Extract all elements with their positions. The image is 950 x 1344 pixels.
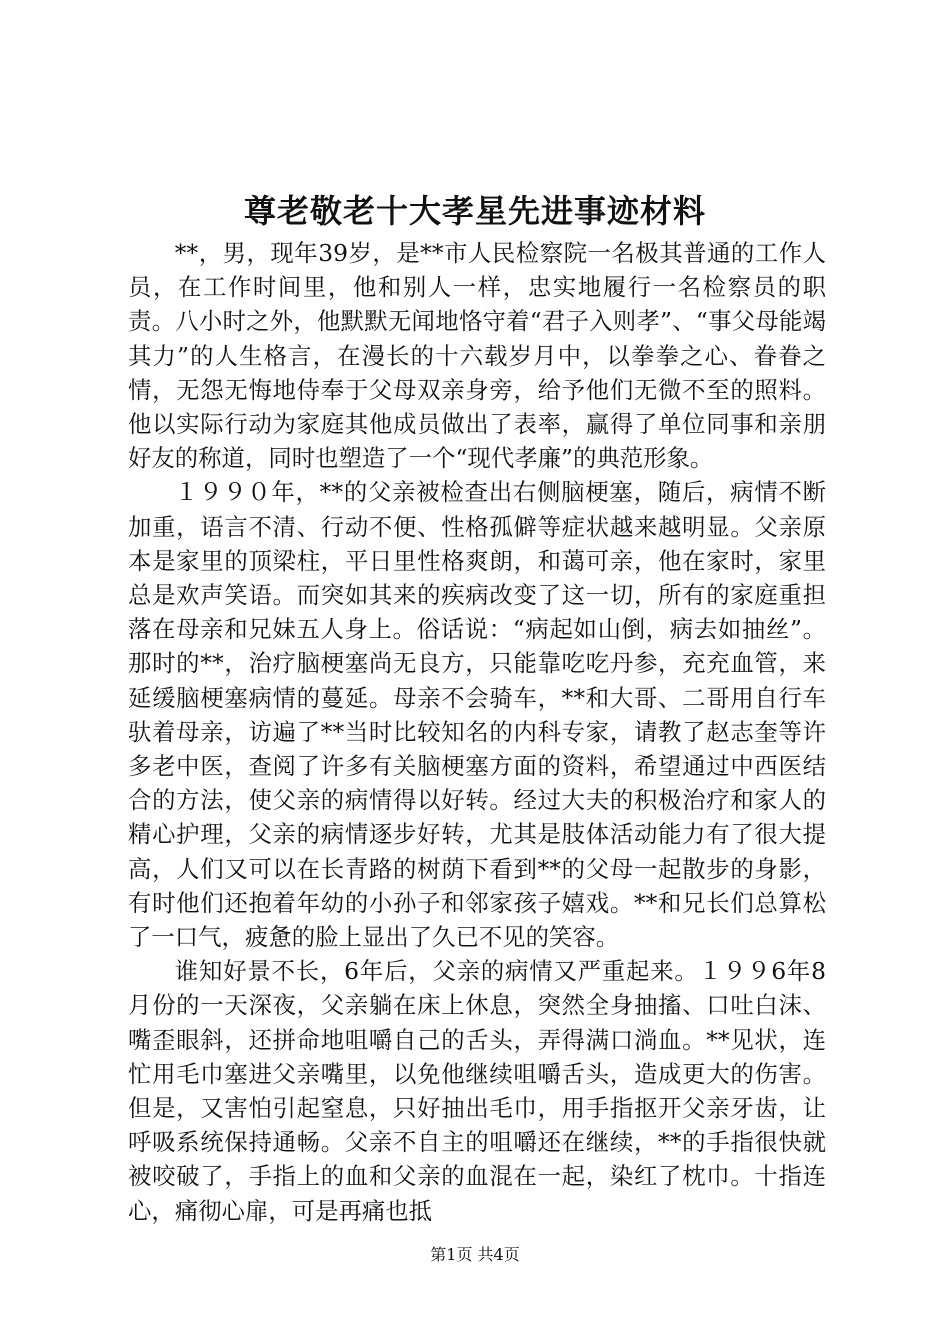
paragraph-1: **，男，现年39岁，是**市人民检察院一名极其普通的工作人员，在工作时间里，他和别人一样，忠实地履行一名检察员的职责。八小时之外，他默默无闻地恪守着“君子入则孝”、“事父母能竭其力”的人生格言，在漫长的十六载岁月中，以拳拳之心、眷眷之情，无怨无悔地侍奉于父母双亲身旁，给予他们无微不至的照料。他以实际行动为家庭其他成员做出了表率，赢得了单位同事和亲朋好友的称道，同时也塑造了一个“现代孝廉”的典范形象。 <box>128 239 826 473</box>
page-footer: 第1页 共4页 <box>430 1245 520 1264</box>
paragraph-2: １９９０年，**的父亲被检查出右侧脑梗塞，随后，病情不断加重，语言不清、行动不便、性格孤僻等症状越来越明显。父亲原本是家里的顶梁柱，平日里性格爽朗，和蔼可亲，他在家时，家里总是欢声笑语。而突如其来的疾病改变了这一切，所有的家庭重担落在母亲和兄妹五人身上。俗话说：“病起如山倒，病去如抽丝”。那时的**，治疗脑梗塞尚无良方，只能靠吃吃丹参，充充血管，来延缓脑梗塞病情的蔓延。母亲不会骑车，**和大哥、二哥用自行车驮着母亲，访遍了**当时比较知名的内科专家，请教了赵志奎等许多老中医，查阅了许多有关脑梗塞方面的资料，希望通过中西医结合的方法，使父亲的病情得以好转。经过大夫的积极治疗和家人的精心护理，父亲的病情逐步好转，尤其是肢体活动能力有了很大提高，人们又可以在长青路的树荫下看到**的父母一起散步的身影，有时他们还抱着年幼的小孙子和邻家孩子嬉戏。**和兄长们总算松了一口气，疲惫的脸上显出了久已不见的笑容。 <box>128 478 826 952</box>
paragraph-3: 谁知好景不长，6年后，父亲的病情又严重起来。１９９6年8月份的一天深夜，父亲躺在床上休息，突然全身抽搐、口吐白沫、嘴歪眼斜，还拼命地咀嚼自己的舌头，弄得满口淌血。**见状，连忙用毛巾塞进父亲嘴里，以免他继续咀嚼舌头，造成更大的伤害。但是，又害怕引起窒息，只好抽出毛巾，用手指抠开父亲牙齿，让呼吸系统保持通畅。父亲不自主的咀嚼还在继续，**的手指很快就被咬破了，手指上的血和父亲的血混在一起，染红了枕巾。十指连心，痛彻心扉，可是再痛也抵 <box>128 957 826 1225</box>
document-body <box>128 236 826 1228</box>
document-title: 尊老敬老十大孝星先进事迹材料 <box>243 192 706 230</box>
